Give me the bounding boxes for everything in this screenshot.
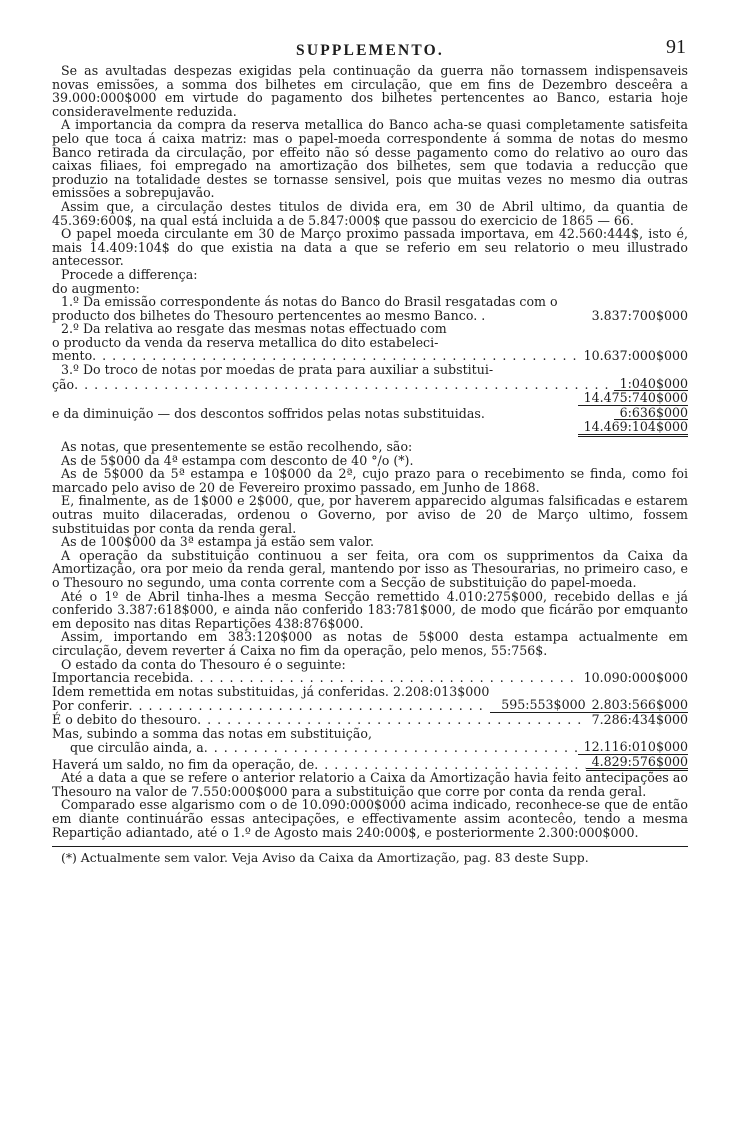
running-title: SUPPLEMENTO. (296, 42, 444, 59)
diminuicao-row (52, 406, 688, 421)
paragraph-emissoes: Se as avultadas despezas exigidas pela continuação da guerra não tornassem indispensaveis novas emissões, a somma dos bilhetes em circulação, que em fins de Dezembro desceêra a 39.000:000$000 em virtude do pagamento dos bilhetes pertencentes ao Banco, estaria hoje consideravelmente reduzida. (52, 63, 688, 119)
augmento-subtotal-row (52, 391, 688, 406)
augmento-item-1-label: producto dos bilhetes do Thesouro pertencentes ao mesmo Banco. . (52, 307, 486, 323)
conta-idem-row (52, 685, 688, 699)
augmento-item-1-text: 1.º Da emissão correspondente ás notas do Banco do Brasil resgatadas com o (61, 294, 558, 310)
paragraph-comparado: Comparado esse algarismo com o de 10.090:000$000 acima indicado, reconhece-se que de então em diante continuárão essas antecipações, e effectivamente assim acontecêo, tendo a mesma Repartição adiantado, até o 1.º de Agosto mais 240:000$, e posteriormente 2.300:000$000. (52, 797, 688, 840)
paragraph-reserva-metallica: A importancia da compra da reserva metallica do Banco acha-se quasi completamente satisfeita pelo que toca á caixa matriz: mas o papel-moeda correspondente á somma de notas do mesmo Banco retirada da circulação, por effeito não só desse pagamento como do relativo ao ouro das caixas filiaes, foi empregado na amortização dos bilhetes, sem que todavia a reducção que produzio na totalidade destes se tornasse sensivel, pois que muitas vezes no mesmo dia outras emissões a sobrepujavão. (52, 117, 688, 201)
conta-importancia-row (52, 671, 688, 685)
conta-intro: O estado da conta do Thesouro é o seguinte: (61, 656, 346, 672)
paragraph-papel-moeda: O papel moeda circulante em 30 de Março proximo passada importava, em 42.560:444$, isto é, mais 14.409:104$ do que existia na data a que se referio em seu relatorio o meu illustrado antecessor. (52, 226, 688, 269)
augmento-item-2-text-a: 2.º Da relativa ao resgate das mesmas notas effectuado com (61, 321, 447, 337)
augmento-item-3-text: 3.º Do troco de notas por moedas de prata para auxiliar a substitui- (61, 362, 494, 378)
augmento-subtotal: 14.475:740$000 (578, 391, 688, 406)
conta-conferir-amount: 595:553$000 (490, 698, 586, 713)
page-header (52, 38, 688, 64)
conta-mas-row (52, 740, 688, 755)
notas-line-1: As de 5$000 da 4ª estampa com desconto de 40 °/o (*). (61, 452, 414, 468)
augmento-item-2-amount: 10.637:000$000 (583, 348, 688, 364)
conta-saldo-amount: 4.829:576$000 (586, 755, 688, 772)
conta-debito-row (52, 713, 688, 727)
paragraph-procede: Procede a differença: (61, 266, 198, 282)
notas-line-2: As de 5$000 da 5ª estampa e 10$000 da 2ª, cujo prazo para o recebimento se finda, como foi marcado pelo aviso de 20 de Fevereiro proximo passado, em Junho de 1868. (52, 466, 688, 495)
conta-conferir-sum: 2.803:566$000 (586, 698, 688, 713)
notas-section (52, 440, 688, 549)
conta-importancia-amount: 10.090:000$000 (583, 670, 688, 686)
augmento-item-3-amount: 1:040$000 (614, 377, 688, 392)
conta-conferir-row (52, 698, 688, 713)
conta-debito-label: É o debito do thesouro (52, 711, 198, 727)
conta-table (52, 658, 688, 772)
conta-saldo-row (52, 755, 688, 772)
paragraph-antecipacoes: Até a data a que se refere o anterior relatorio a Caixa da Amortização havia feito antecipações ao Thesouro na valor de 7.550:000$000 para a substituição que corre por conta da renda geral. (52, 770, 688, 799)
paragraph-remessas: Até o 1º de Abril tinha-lhes a mesma Secção remettido 4.010:275$000, recebido dellas e já conferido 3.387:618$000, e ainda não conferido 183:781$000, de modo que ficárão por emquanto em deposito nas ditas Repartições 438:876$000. (52, 588, 688, 631)
augmento-total: 14.469:104$000 (578, 420, 688, 437)
conta-mas-amount: 12.116:010$000 (578, 740, 688, 755)
augmento-table (52, 295, 688, 437)
footnote: (*) Actualmente sem valor. Veja Aviso da Caixa da Amortização, pag. 83 deste Supp. (61, 850, 589, 866)
conta-importancia-label: Importancia recebida (52, 670, 190, 686)
augmento-item-3-row (52, 377, 688, 392)
conta-conferir-label: Por conferir (52, 698, 129, 714)
page-number: 91 (666, 36, 686, 58)
diminuicao-amount: 6:636$000 (614, 406, 688, 421)
augmento-total-row (52, 420, 688, 437)
conta-idem-label: Idem remettida em notas substituidas, já conferidas. (52, 683, 389, 699)
augmento-item-3-label: ção (52, 376, 75, 392)
notas-intro: As notas, que presentemente se estão recolhendo, são: (61, 439, 413, 455)
conta-mas-text: Mas, subindo a somma das notas em substituição, (52, 725, 372, 741)
augmento-item-2-label: mento (52, 348, 93, 364)
conta-idem-amount: 2.208:013$000 (392, 683, 490, 699)
paragraph-circulacao: Assim que, a circulação destes titulos de divida era, em 30 de Abril ultimo, da quantia de 45.369:600$, na qual está incluida a de 5.847:000$ que passou do exercicio de 1865 — 66. (52, 198, 688, 228)
paragraph-operacao: A operação da substituição continuou a ser feita, ora com os supprimentos da Caixa da Amortização, ora por meio da renda geral, mantendo por isso as Thesourarias, no primeiro caso, e o Thesouro no segundo, uma conta corrente com a Secção de substituição do papel-moeda. (52, 547, 688, 590)
conta-saldo-label: Haverá um saldo, no fim da operação, de (52, 756, 315, 772)
augmento-item-2-row (52, 349, 688, 363)
conta-mas-label: que circulão ainda, a (70, 740, 204, 756)
paragraph-estampa: Assim, importando em 383:120$000 as notas de 5$000 desta estampa actualmente em circulação, devem reverter á Caixa no fim da operação, pelo menos, 55:756$. (52, 629, 688, 658)
diminuicao-label: e da diminuição — dos descontos soffridos pelas notas substituidas. (52, 405, 485, 421)
paragraph-augmento: do augmento: (52, 280, 140, 296)
augmento-item-1-row (52, 309, 688, 323)
augmento-item-1-amount: 3.837:700$000 (591, 307, 688, 323)
augmento-item-2-text-b: o producto da venda da reserva metallica do dito estabeleci- (52, 334, 439, 350)
notas-line-3: E, finalmente, as de 1$000 e 2$000, que, por haverem apparecido algumas falsificadas e estarem outras muito dilaceradas, ordenou o Governo, por aviso de 20 de Março ultimo, fossem substituidas por conta da renda geral. (52, 493, 688, 536)
conta-debito-amount: 7.286:434$000 (591, 711, 688, 727)
footnote-rule (52, 846, 688, 847)
notas-line-4: As de 100$000 da 3ª estampa já estão sem valor. (61, 534, 374, 550)
